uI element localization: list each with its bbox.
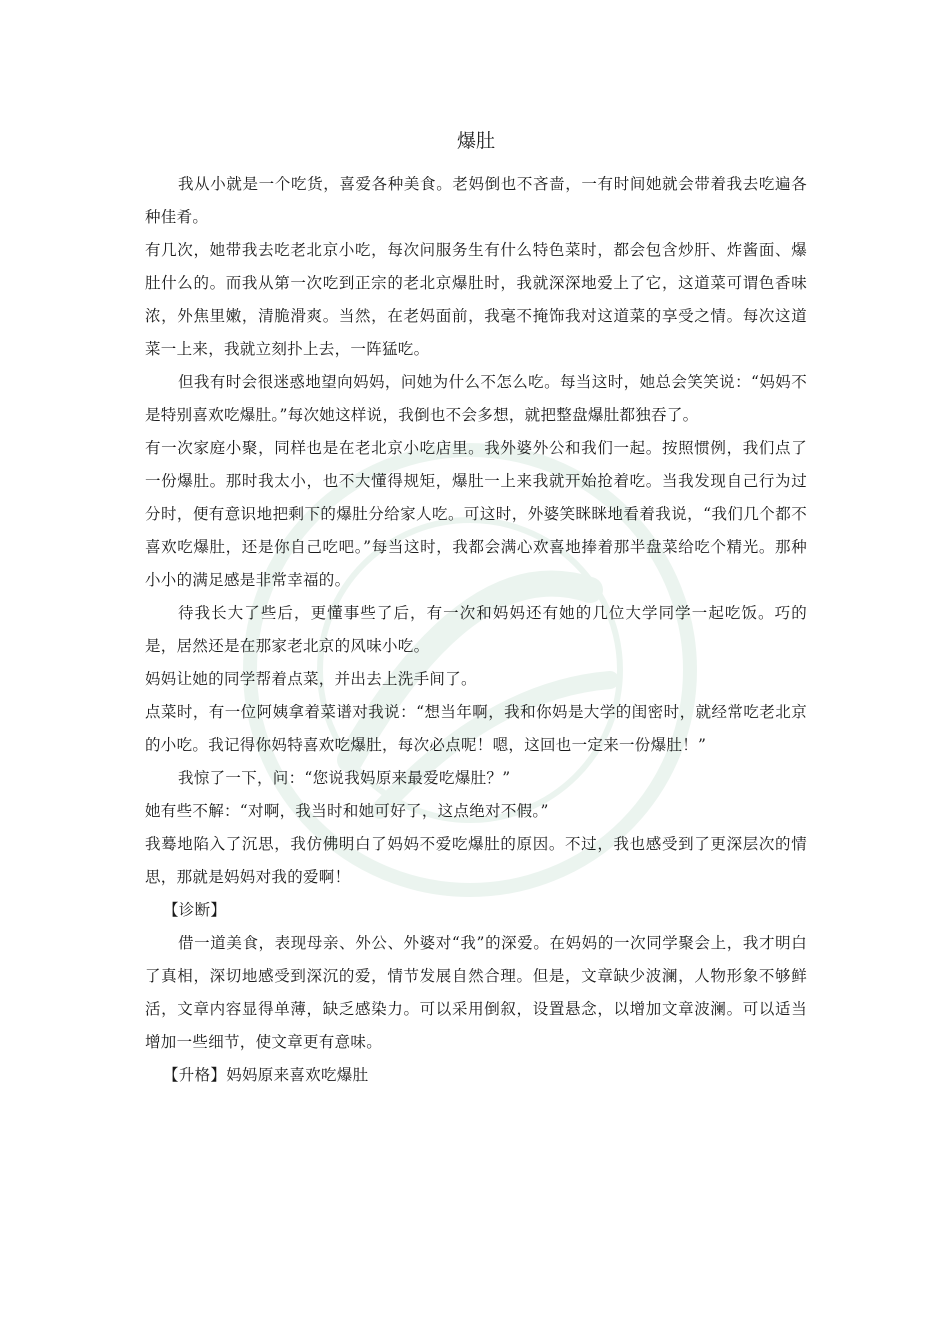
paragraph: 待我长大了些后，更懂事些了后，有一次和妈妈还有她的几位大学同学一起吃饭。巧的是，居然还是在那家老北京的风味小吃。: [145, 604, 807, 655]
diagnosis-label: 【诊断】: [163, 901, 227, 919]
paragraph: 有一次家庭小聚，同样也是在老北京小吃店里。我外婆外公和我们一起。按照惯例，我们点了一份爆肚。那时我太小，也不大懂得规矩，爆肚一上来我就开始抢着吃。当我发现自己行为过分时，便有意识地把剩下的爆肚分给家人吃。可这时，外婆笑眯眯地看着我说，“我们几个都不喜欢吃爆肚，还是你自己吃吧。”每当这时，我都会满心欢喜地捧着那半盘菜给吃个精光。那种小小的满足感是非常幸福的。: [145, 439, 807, 589]
upgrade-label: 【升格】: [163, 1066, 227, 1084]
upgrade-title: 妈妈原来喜欢吃爆肚: [226, 1066, 369, 1084]
paragraph: 妈妈让她的同学帮着点菜，并出去上洗手间了。: [145, 670, 477, 688]
paragraph: 但我有时会很迷惑地望向妈妈，问她为什么不怎么吃。每当这时，她总会笑笑说：“妈妈不是特别喜欢吃爆肚。”每次她这样说，我倒也不会多想，就把整盘爆肚都独吞了。: [145, 373, 807, 424]
diagnosis-text: 借一道美食，表现母亲、外公、外婆对“我”的深爱。在妈妈的一次同学聚会上，我才明白了真相，深切地感受到深沉的爱，情节发展自然合理。但是，文章缺少波澜，人物形象不够鲜活，文章内容显得单薄，缺乏感染力。可以采用倒叙，设置悬念，以增加文章波澜。可以适当增加一些细节，使文章更有意味。: [145, 934, 807, 1051]
paragraph: 点菜时，有一位阿姨拿着菜谱对我说：“想当年啊，我和你妈是大学的闺密时，就经常吃老北京的小吃。我记得你妈特喜欢吃爆肚，每次必点呢！嗯，这回也一定来一份爆肚！”: [145, 703, 807, 754]
paragraph: 有几次，她带我去吃老北京小吃，每次问服务生有什么特色菜时，都会包含炒肝、炸酱面、爆肚什么的。而我从第一次吃到正宗的老北京爆肚时，我就深深地爱上了它，这道菜可谓色香味浓，外焦里嫩，清脆滑爽。当然，在老妈面前，我毫不掩饰我对这道菜的享受之情。每次这道菜一上来，我就立刻扑上去，一阵猛吃。: [145, 241, 807, 358]
paragraph: 她有些不解：“对啊，我当时和她可好了，这点绝对不假。”: [145, 802, 549, 820]
paragraph: 我惊了一下，问：“您说我妈原来最爱吃爆肚？”: [178, 769, 511, 787]
paragraph: 我蓦地陷入了沉思，我仿佛明白了妈妈不爱吃爆肚的原因。不过，我也感受到了更深层次的情思，那就是妈妈对我的爱啊！: [145, 835, 807, 886]
upgrade-heading: [145, 1059, 807, 1092]
page-title: 爆肚: [456, 130, 495, 152]
paragraph: 我从小就是一个吃货，喜爱各种美食。老妈倒也不吝啬，一有时间她就会带着我去吃遍各种佳肴。: [145, 175, 807, 226]
essay-body: [145, 168, 807, 1092]
